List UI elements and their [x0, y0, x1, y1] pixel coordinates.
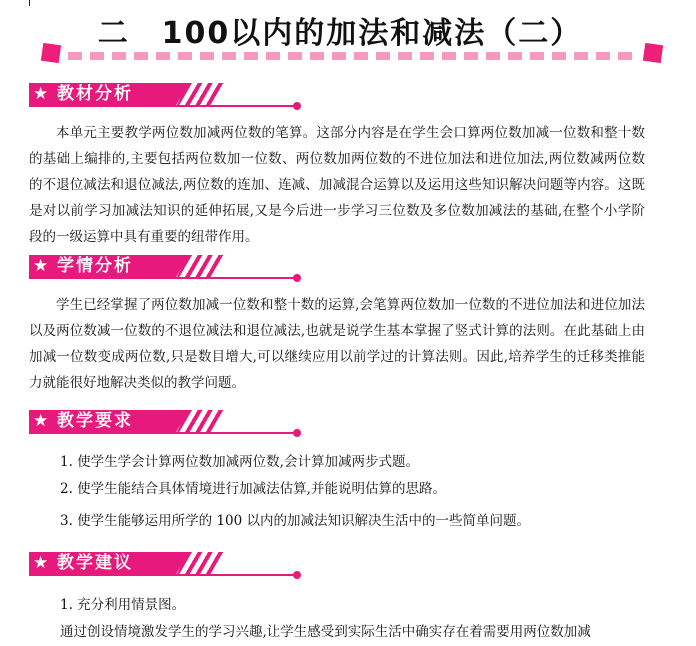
star-icon: ★: [33, 411, 49, 431]
title-square-right: [643, 43, 663, 63]
requirement-item: 1. 使学生学会计算两位数加减两位数,会计算加减两步式题。: [60, 454, 419, 470]
heading-dot: [293, 102, 301, 110]
heading-dot: [293, 429, 301, 437]
section-paragraph: 学生已经掌握了两位数加减一位数和整十数的运算,会笔算两位数加一位数的不进位加法和进位加法以及两位数减一位数的不退位减法和退位减法,也就是说学生基本掌握了竖式计算的法则。在此基础上由加减一位数变成两位数,只是数目增大,可以继续应用以前学过的计算法则。因此,培养学生的迁移类推能力就能很好地解决类似的教学问题。: [29, 297, 645, 391]
section-heading-textbook-analysis: [29, 83, 301, 109]
title-dash-row: [68, 52, 636, 60]
star-icon: ★: [33, 84, 49, 104]
section-heading-teaching-requirements: [29, 410, 301, 436]
heading-underline: [29, 277, 295, 279]
heading-dot: [293, 274, 301, 282]
section-heading-student-analysis: [29, 255, 301, 281]
heading-underline: [29, 105, 295, 107]
requirement-item: 2. 使学生能结合具体情境进行加减法估算,并能说明估算的思路。: [60, 481, 446, 497]
section-paragraph: 通过创设情境激发学生的学习兴趣,让学生感受到实际生活中确实存在着需要用两位数加减: [60, 624, 591, 640]
title-square-left: [41, 43, 61, 63]
section-heading-teaching-suggestions: [29, 552, 301, 578]
heading-dot: [293, 571, 301, 579]
section-heading-label: 学情分析: [57, 256, 133, 276]
heading-underline: [29, 574, 295, 576]
section-heading-label: 教学建议: [57, 553, 133, 573]
requirement-item: 3. 使学生能够运用所学的 100 以内的加减法知识解决生活中的一些简单问题。: [60, 513, 531, 529]
section-paragraph: 本单元主要教学两位数加减两位数的笔算。这部分内容是在学生会口算两位数加减一位数和整十数的基础上编排的,主要包括两位数加一位数、两位数加两位数的不进位加法和进位加法,两位数减两位数的不退位减法和退位减法,两位数的连加、连减、加减混合运算以及运用这些知识解决问题等内容。这既是对以前学习加减法知识的延伸拓展,又是今后进一步学习三位数及多位数加减法的基础,在整个小学阶段的一级运算中具有重要的纽带作用。: [29, 125, 645, 245]
left-margin-rule: [29, 0, 30, 6]
star-icon: ★: [33, 553, 49, 573]
title-decoration: [42, 44, 662, 68]
heading-underline: [29, 432, 295, 434]
star-icon: ★: [33, 256, 49, 276]
suggestion-item: 1. 充分利用情景图。: [60, 597, 186, 613]
section-heading-label: 教材分析: [57, 84, 133, 104]
section-heading-label: 教学要求: [57, 411, 133, 431]
chapter-title: 二 100以内的加法和减法（二）: [97, 16, 583, 51]
